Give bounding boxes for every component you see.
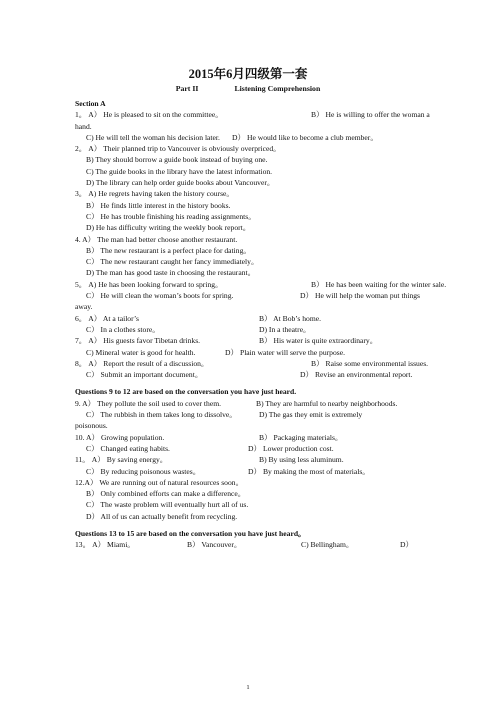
option-d: D） Plain water will serve the purpose. [225,347,345,357]
option-a: 13。 A） Miami。 [75,540,135,550]
part-heading [0,84,496,93]
question-row [75,432,422,443]
option-a-b-row [75,398,422,409]
option-a: 8。 A） Report the result of a discussion。 [75,358,209,368]
option-d: D） By making the most of materials。 [248,466,370,476]
question-row [75,290,422,301]
question-row [75,132,422,143]
option-c: C） He has trouble finishing his reading assignments。 [86,211,256,221]
option-a: 1。 A） He is pleased to sit on the committee。 [75,110,223,120]
option-b: B) They should borrow a guide book instead of buying one. [86,155,268,165]
option-c: C） The new restaurant caught her fancy immediately。 [86,257,259,267]
option-c: C） Submit an important document。 [86,370,203,380]
option-d: D) He has difficulty writing the weekly book report。 [86,223,251,233]
option-d: D） Revise an environmental report. [300,370,413,380]
option-c: C） In a clothes store。 [86,324,160,334]
question-row [75,409,422,420]
option-a: 10. A） Growing population. [75,432,165,442]
question-row [75,443,422,454]
option-d: D） [400,540,414,550]
option-b: B） He is willing to offer the woman a [311,110,430,120]
question-row [75,313,422,324]
option-d: D) The library can help order guide books about Vancouver。 [86,178,275,188]
option-c: C） The rubbish in them takes long to dissolve。 [86,410,237,420]
option-c: C) Mineral water is good for health. [86,347,196,357]
option-b: B） Only combined efforts can make a difference。 [86,489,246,499]
option-a: 4. A） The man had better choose another restaurant. [75,234,238,244]
conversation-heading: Questions 13 to 15 are based on the conversation you have just heard。 [75,528,306,538]
option-d-continuation: poisonous. [75,421,108,431]
option-d: D） He will help the woman put things [300,291,421,301]
option-c: C） By reducing poisonous wastes。 [86,466,201,476]
option-a: 9. A） They pollute the soil used to cover them. [75,398,222,408]
option-c: C） He will clean the woman’s boots for spring. [86,291,234,301]
option-b: B） He has been waiting for the winter sale. [311,279,447,289]
page-number: 1 [246,684,250,691]
option-b: B） At Bob’s home. [259,313,322,323]
question-row [75,324,422,335]
question-row [75,109,430,120]
option-b: B） The new restaurant is a perfect place for dating。 [86,245,251,255]
option-b: B） He finds little interest in the history books. [86,200,231,210]
option-d: D） He would like to become a club member。 [232,132,378,142]
option-a: 5。 A) He has been looking forward to spring。 [75,279,223,289]
option-a: 2。 A） Their planned trip to Vancouver is obviously overpriced。 [75,144,281,154]
part-name: Listening Comprehension [234,84,321,93]
question-row [75,279,447,290]
option-a: 11。 A） By saving energy。 [75,455,168,465]
option-b: B） Vancouver。 [187,540,242,550]
question-row [75,335,422,346]
option-d-continuation: away. [75,302,93,312]
option-b: B） Raise some environmental issues. [311,358,429,368]
option-b: B) By using less aluminum. [259,455,344,465]
option-d: D) The gas they emit is extremely [259,410,363,420]
question-row [75,466,422,477]
option-d: D） All of us can actually benefit from recycling. [86,511,238,521]
option-b: B) They are harmful to nearby neighborhoods. [256,398,398,408]
option-a: 7。 A） His guests favor Tibetan drinks. [75,336,201,346]
question-row [75,369,422,380]
question-row [75,358,429,369]
question-list [75,98,447,551]
section-heading: Section A [75,99,106,108]
option-a: 3。 A) He regrets having taken the history course。 [75,189,235,199]
question-row [75,454,422,465]
option-c: C) He will tell the woman his decision later. [86,132,220,142]
question-row [75,347,422,358]
option-a: 12.A） We are running out of natural resources soon。 [75,477,244,487]
question-row [75,539,422,550]
option-b-continuation: hand. [75,121,92,131]
option-c: C) The guide books in the library have the latest information. [86,166,273,176]
option-c: C） The waste problem will eventually hurt all of us. [86,500,249,510]
page-title: 2015年6月四级第一套 [188,67,308,81]
option-d: D） Lower production cost. [248,443,334,453]
option-c: C） Changed eating habits. [86,443,170,453]
option-b: B） His water is quite extraordinary。 [259,336,378,346]
option-b: B） Packaging materials。 [259,432,343,442]
option-a: 6。 A） At a tailor’s [75,313,139,323]
part-label: Part II [175,84,199,93]
option-d: D) The man has good taste in choosing the restaurant。 [86,268,256,278]
option-c: C) Bellingham。 [301,540,354,550]
option-d: D) In a theatre。 [259,324,311,334]
conversation-heading: Questions 9 to 12 are based on the conversation you have just heard. [75,387,297,397]
